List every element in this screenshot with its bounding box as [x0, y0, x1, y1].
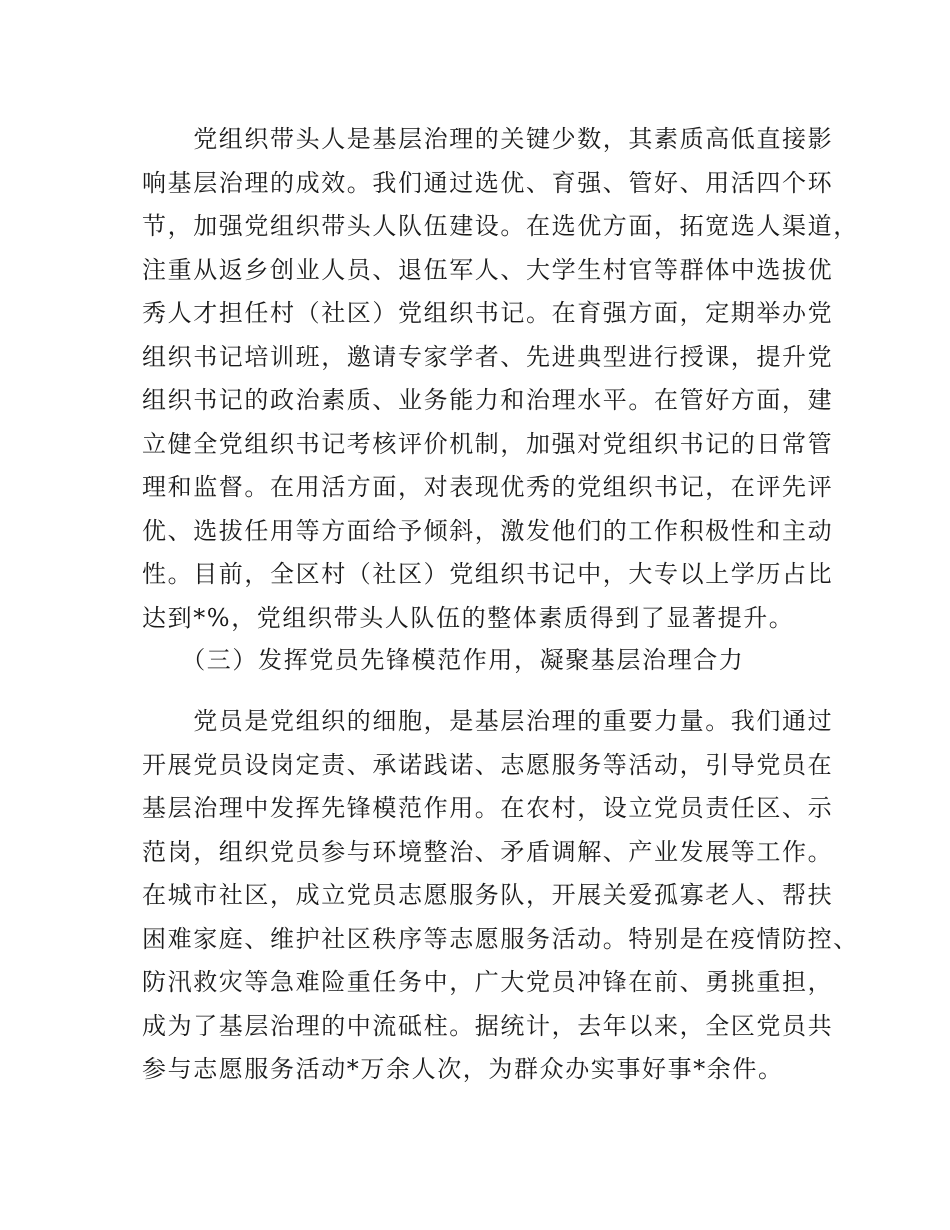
section-heading-3 — [142, 639, 822, 683]
text-line: 响基层治理的成效。我们通过选优、育强、管好、用活四个环 — [142, 168, 834, 197]
text-line: 成为了基层治理的中流砥柱。据统计，去年以来，全区党员共 — [142, 1011, 834, 1040]
section-heading-text: （三）发挥党员先锋模范作用，凝聚基层治理合力 — [142, 646, 745, 674]
text-line: 秀人才担任村（社区）党组织书记。在育强方面，定期举办党 — [142, 299, 834, 327]
text-line: 立健全党组织书记考核评价机制，加强对党组织书记的日常管 — [142, 429, 834, 458]
text-line: 困难家庭、维护社区秩序等志愿服务活动。特别是在疫情防控、 — [142, 924, 859, 953]
text-line: 性。目前，全区村（社区）党组织书记中，大专以上学历占比 — [142, 560, 834, 588]
paragraph-party-leaders — [142, 118, 859, 640]
text-line: 防汛救灾等急难险重任务中，广大党员冲锋在前、勇挑重担， — [142, 968, 834, 996]
text-line: 范岗，组织党员参与环境整治、矛盾调解、产业发展等工作。 — [142, 837, 834, 866]
text-line: 党组织带头人是基层治理的关键少数，其素质高低直接影 — [142, 125, 834, 153]
text-line: 组织书记培训班，邀请专家学者、先进典型进行授课，提升党 — [142, 342, 834, 371]
paragraph-party-members — [142, 700, 859, 1092]
text-line: 开展党员设岗定责、承诺践诺、志愿服务等活动，引导党员在 — [142, 750, 834, 779]
text-line: 达到*%，党组织带头人队伍的整体素质得到了显著提升。 — [142, 603, 795, 632]
text-line: 党员是党组织的细胞，是基层治理的重要力量。我们通过 — [142, 707, 834, 735]
text-line: 优、选拔任用等方面给予倾斜，激发他们的工作积极性和主动 — [142, 516, 834, 545]
text-line: 注重从返乡创业人员、退伍军人、大学生村官等群体中选拔优 — [142, 255, 834, 284]
text-line: 理和监督。在用活方面，对表现优秀的党组织书记，在评先评 — [142, 473, 834, 501]
text-line: 节，加强党组织带头人队伍建设。在选优方面，拓宽选人渠道， — [142, 212, 859, 240]
text-line: 在城市社区，成立党员志愿服务队，开展关爱孤寡老人、帮扶 — [142, 881, 834, 909]
text-line: 参与志愿服务活动*万余人次，为群众办实事好事*余件。 — [142, 1055, 784, 1083]
text-line: 组织书记的政治素质、业务能力和治理水平。在管好方面，建 — [142, 386, 834, 414]
text-line: 基层治理中发挥先锋模范作用。在农村，设立党员责任区、示 — [142, 794, 834, 822]
